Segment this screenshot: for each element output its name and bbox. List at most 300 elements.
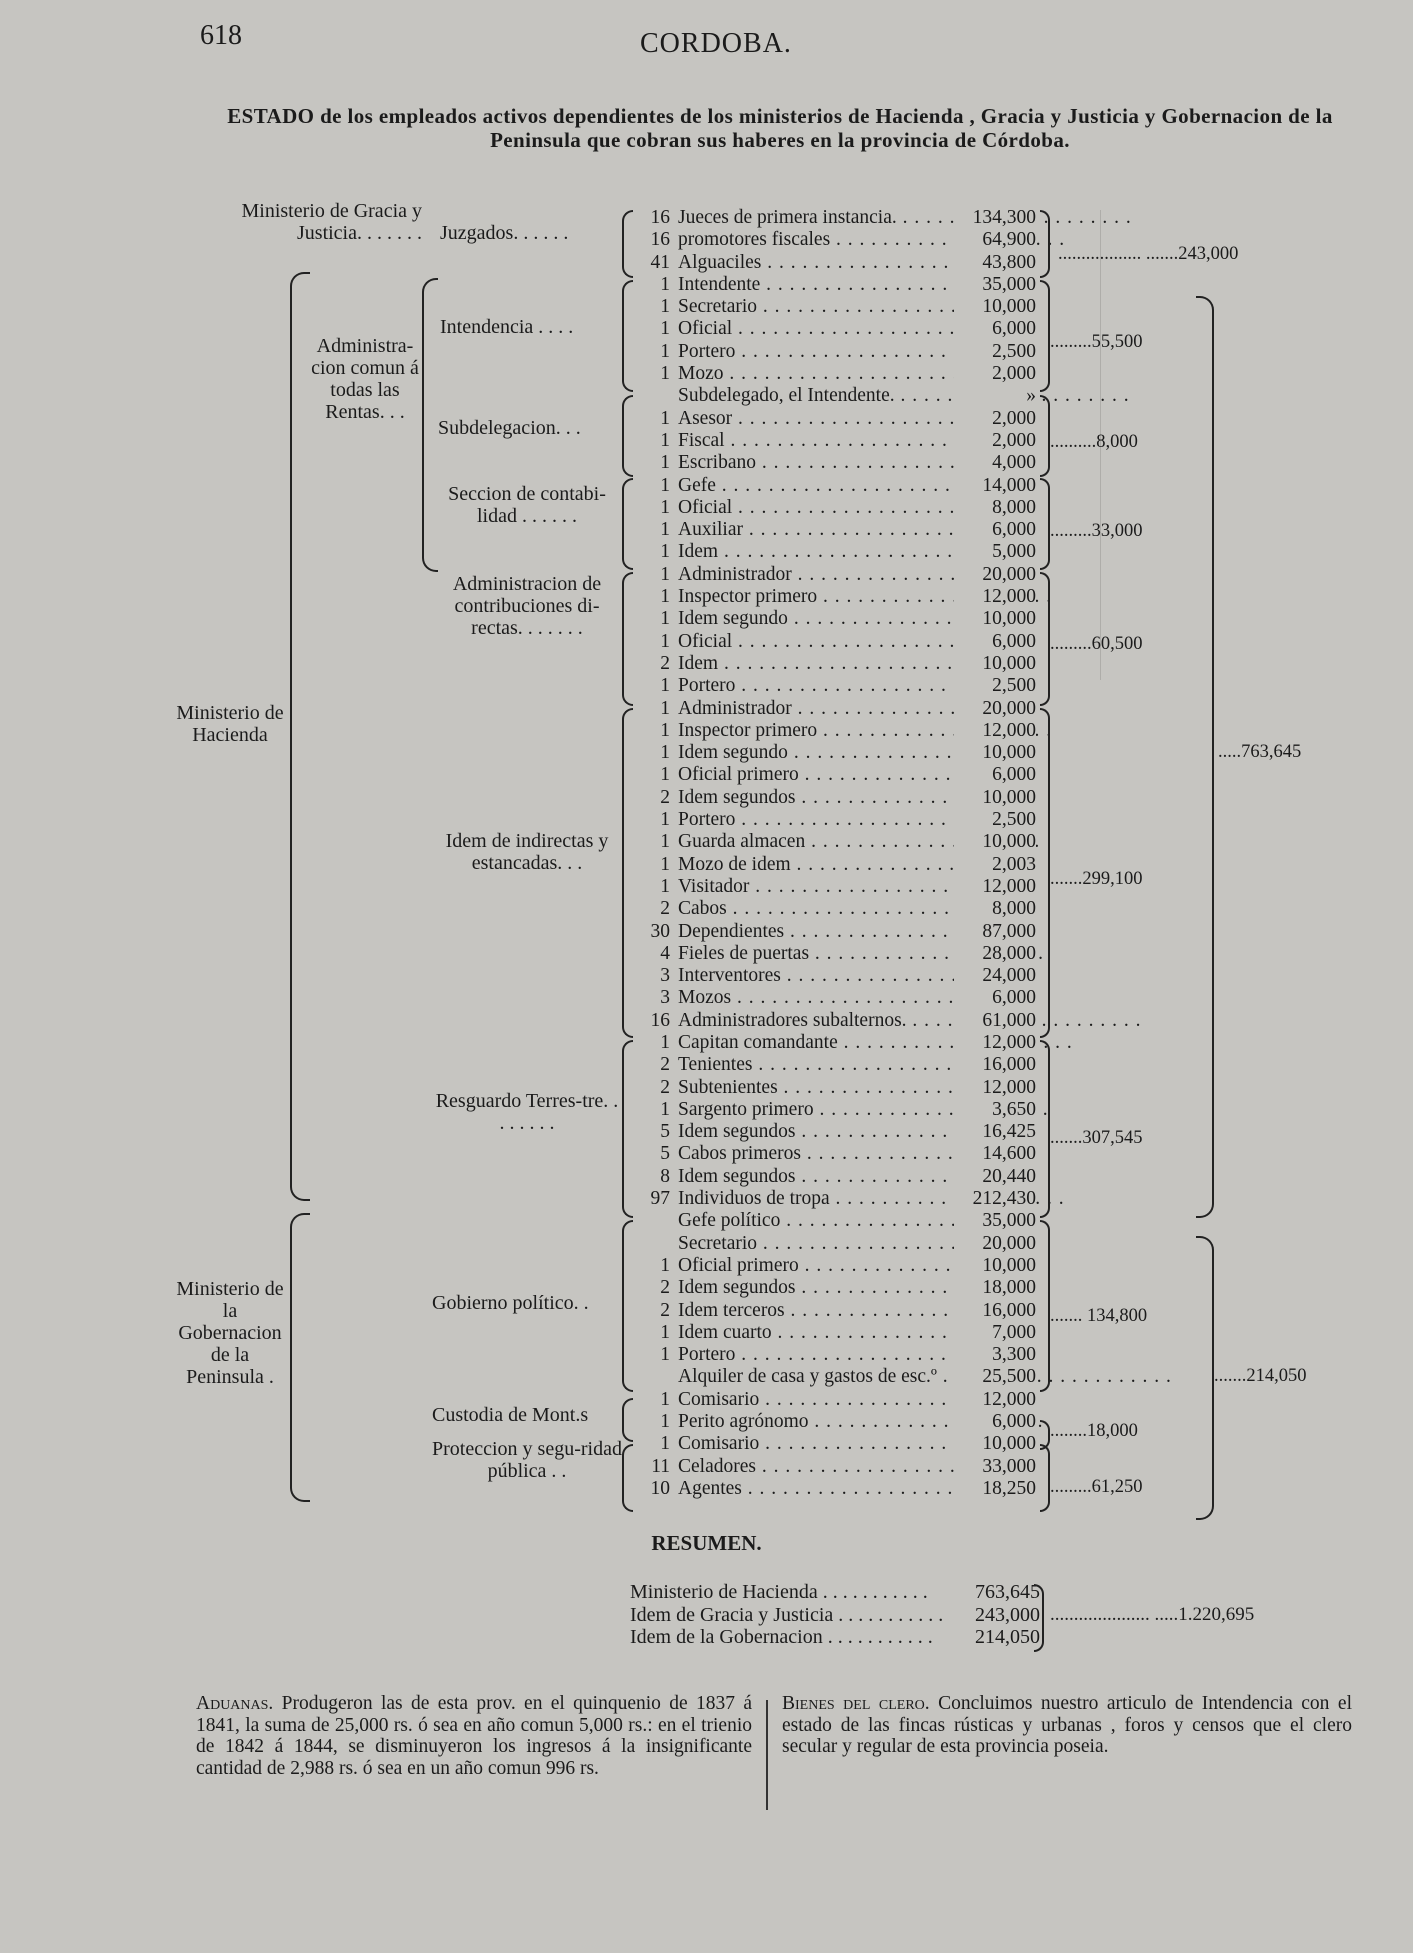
- entry-name: Idem segundos . . .: [678, 1277, 1031, 1299]
- entry-count: 2: [660, 1277, 670, 1299]
- entry-name: Idem segundo . . .: [678, 742, 1023, 764]
- section-juzgados: Juzgados. . . . . .: [440, 222, 569, 244]
- entry-row: [636, 1411, 1036, 1433]
- entry-row: [636, 1010, 1036, 1032]
- entry-name: Sargento primero . . .: [678, 1099, 1049, 1121]
- entry-amount: 2,500: [954, 341, 1036, 363]
- entry-count: 30: [650, 920, 670, 942]
- section-contabilidad: Seccion de contabi-lidad . . . . . .: [448, 483, 606, 527]
- page-number: 618: [200, 20, 242, 51]
- entry-name: Oficial . . .: [678, 497, 967, 519]
- entry-name: Idem cuarto . . .: [678, 1322, 1007, 1344]
- entry-amount: 18,250: [954, 1478, 1036, 1500]
- entry-amount: 3,300: [954, 1344, 1036, 1366]
- entry-name: Administradores subalternos. . . .: [678, 1010, 1142, 1032]
- entry-row: [636, 229, 1036, 251]
- bleed-through-frame: [1100, 210, 1361, 680]
- subtotal-resguardo: .......307,545: [1050, 1128, 1143, 1148]
- entry-row: [636, 787, 1036, 809]
- section-proteccion: Proteccion y segu-ridad pública . .: [432, 1438, 622, 1482]
- entry-count: 2: [660, 1299, 670, 1321]
- entry-amount: »: [954, 385, 1036, 407]
- entry-row: [636, 385, 1036, 407]
- entry-count: 1: [660, 429, 670, 451]
- subtotal-gobierno: ....... 134,800: [1050, 1306, 1148, 1326]
- entry-name: Administrador . . .: [678, 698, 1027, 720]
- resumen-brace: [1034, 1584, 1044, 1652]
- entry-amount: 64,900: [954, 229, 1036, 251]
- entry-row: [636, 1032, 1036, 1054]
- entry-row: [636, 475, 1036, 497]
- entry-count: 16: [650, 207, 670, 228]
- aduanas-text: Produgeron las de esta prov. en el quinquenio de 1837 á 1841, la suma de 25,000 rs. ó sea en año comun 5,000 rs.: en el trienio de 1842 á 1844, se disminuyeron los ingresos á la insignificante cantidad de 2,988 rs. ó sea en un año comun 996 rs.: [196, 1693, 752, 1779]
- entry-name: Portero . . .: [678, 1344, 970, 1366]
- intendencia-brace: [622, 280, 633, 392]
- entry-amount: 2,003: [954, 854, 1036, 876]
- resguardo-total-brace: [1040, 1040, 1050, 1218]
- gobernacion-brace: [290, 1213, 310, 1502]
- resumen-grand-total: ..................... .....1.220,695: [1050, 1604, 1255, 1625]
- entry-row: [636, 698, 1036, 720]
- entry-name: Comisario . . .: [678, 1433, 994, 1455]
- entry-row: [636, 1433, 1036, 1455]
- resumen-row-name: Idem de la Gobernacion . . .: [630, 1626, 933, 1648]
- entry-row: [636, 1366, 1036, 1388]
- entry-name: Oficial . . .: [678, 631, 967, 653]
- entry-count: 41: [650, 251, 670, 273]
- entry-name: Secretario . . .: [678, 1233, 992, 1255]
- entry-name: Subdelegado, el Intendente. . . .: [678, 385, 1130, 407]
- footer-divider: [766, 1700, 768, 1810]
- entry-amount: 61,000: [954, 1010, 1036, 1032]
- section-subdelegacion: Subdelegacion. . .: [438, 417, 581, 439]
- entry-count: 11: [651, 1455, 670, 1477]
- gobierno-total-brace: [1040, 1220, 1050, 1392]
- entry-row: [636, 742, 1036, 764]
- aduanas-heading: Aduanas.: [196, 1693, 274, 1714]
- entry-amount: 87,000: [954, 921, 1036, 943]
- entry-row: [636, 876, 1036, 898]
- entry-count: 1: [660, 809, 670, 831]
- subtotal-juzgados: .................. .......243,000: [1058, 244, 1239, 264]
- entry-amount: 10,000: [954, 296, 1036, 318]
- intendencia-total-brace: [1040, 280, 1050, 392]
- entry-amount: 24,000: [954, 965, 1036, 987]
- entry-row: [636, 854, 1036, 876]
- ministry-gobernacion-label: Ministerio de la Gobernacion de la Peninsula .: [176, 1278, 284, 1388]
- entry-count: 1: [660, 719, 670, 741]
- entry-amount: 6,000: [954, 987, 1036, 1009]
- entry-name: Interventores . . .: [678, 965, 1016, 987]
- entry-amount: 10,000: [954, 831, 1036, 853]
- entry-count: 1: [660, 586, 670, 608]
- entry-row: [636, 497, 1036, 519]
- entry-count: 1: [660, 742, 670, 764]
- entry-name: Perito agrónomo . . .: [678, 1411, 1044, 1433]
- indirectas-brace: [622, 708, 633, 1038]
- entry-name: Guarda almacen . . .: [678, 831, 1040, 853]
- entry-row: [636, 1210, 1036, 1232]
- entry-count: 1: [660, 452, 670, 474]
- subdelegacion-total-brace: [1040, 395, 1050, 477]
- entry-amount: 6,000: [954, 631, 1036, 653]
- entry-row: [636, 363, 1036, 385]
- proteccion-total-brace: [1040, 1444, 1050, 1512]
- entry-amount: 14,600: [954, 1143, 1036, 1165]
- entry-row: [636, 1143, 1036, 1165]
- entry-row: [636, 1188, 1036, 1210]
- entry-amount: 16,000: [954, 1054, 1036, 1076]
- entry-name: Cabos primeros . . .: [678, 1143, 1036, 1165]
- entry-row: [636, 1456, 1036, 1478]
- entry-count: 5: [660, 1143, 670, 1165]
- entry-name: Tenientes . . .: [678, 1054, 987, 1076]
- entry-name: Dependientes . . .: [678, 921, 1019, 943]
- entry-count: 10: [650, 1477, 670, 1499]
- entry-amount: 8,000: [954, 497, 1036, 519]
- contabilidad-total-brace: [1040, 478, 1050, 570]
- juzgados-brace: [622, 210, 633, 278]
- resumen-row: [630, 1604, 1040, 1627]
- entry-amount: 3,650: [954, 1099, 1036, 1121]
- entry-row: [636, 1322, 1036, 1344]
- resumen-title: RESUMEN.: [651, 1531, 762, 1555]
- entry-name: Idem segundos . . .: [678, 1121, 1031, 1143]
- entry-name: Oficial primero . . .: [678, 1255, 1034, 1277]
- entry-count: 1: [660, 340, 670, 362]
- entry-row: [636, 675, 1036, 697]
- entry-name: Celadores . . .: [678, 1456, 991, 1478]
- entry-name: Mozo de idem . . .: [678, 854, 1026, 876]
- hacienda-admin-comun-label: Administra-cion comun á todas las Rentas. . .: [311, 335, 419, 423]
- entry-amount: 12,000: [954, 876, 1036, 898]
- entry-amount: 5,000: [954, 541, 1036, 563]
- entry-name: Alquiler de casa y gastos de esc.º . . .: [678, 1366, 1172, 1388]
- entry-name: Auxiliar . . .: [678, 519, 978, 541]
- admin-comun-brace: [422, 278, 438, 572]
- entry-row: [636, 408, 1036, 430]
- entry-count: 1: [660, 608, 670, 630]
- ministry-hacienda-label: Ministerio de Hacienda: [176, 702, 284, 746]
- entry-row: [636, 1478, 1036, 1500]
- entry-count: 2: [660, 1054, 670, 1076]
- entry-count: 1: [660, 1254, 670, 1276]
- entry-amount: 12,000: [954, 1077, 1036, 1099]
- entry-name: Inspector primero . . .: [678, 720, 1052, 742]
- subtotal-indirectas: .......299,100: [1050, 869, 1143, 889]
- entry-count: 2: [660, 652, 670, 674]
- gobernacion-total-brace: [1196, 1236, 1214, 1520]
- entry-name: Mozos . . .: [678, 987, 966, 1009]
- entry-name: Escribano . . .: [678, 452, 991, 474]
- resumen-row: [630, 1626, 1040, 1649]
- entry-row: [636, 296, 1036, 318]
- entry-count: 3: [660, 987, 670, 1009]
- entry-name: Gefe . . .: [678, 475, 951, 497]
- footer-bienes: [782, 1693, 1352, 1758]
- entry-amount: 6,000: [954, 318, 1036, 340]
- subtotal-intendencia: .........55,500: [1050, 332, 1143, 352]
- bienes-heading: Bienes del clero.: [782, 1693, 930, 1714]
- entry-amount: 2,500: [954, 809, 1036, 831]
- entry-row: [636, 452, 1036, 474]
- entry-row: [636, 341, 1036, 363]
- entry-count: 1: [660, 875, 670, 897]
- entry-count: 1: [660, 675, 670, 697]
- entry-row: [636, 1277, 1036, 1299]
- entry-amount: 12,000: [954, 586, 1036, 608]
- entry-row: [636, 764, 1036, 786]
- entry-row: [636, 274, 1036, 296]
- entry-count: 16: [650, 229, 670, 251]
- entry-count: 3: [660, 965, 670, 987]
- entry-count: 1: [660, 764, 670, 786]
- section-gobierno: Gobierno político. .: [432, 1292, 589, 1314]
- total-hacienda: .....763,645: [1218, 742, 1302, 762]
- entry-name: Mozo . . .: [678, 363, 959, 385]
- total-gobernacion: .......214,050: [1214, 1366, 1307, 1386]
- entry-amount: 33,000: [954, 1456, 1036, 1478]
- entry-amount: 134,300: [954, 207, 1036, 229]
- entry-name: Fiscal . . .: [678, 430, 960, 452]
- directas-total-brace: [1040, 572, 1050, 706]
- entry-count: 16: [650, 1009, 670, 1031]
- entry-amount: 28,000: [954, 943, 1036, 965]
- entry-name: Idem segundos . . .: [678, 787, 1031, 809]
- entry-amount: 2,000: [954, 363, 1036, 385]
- page-header-title: CORDOBA.: [640, 28, 792, 59]
- entry-amount: 10,000: [954, 653, 1036, 675]
- section-custodia: Custodia de Mont.s: [432, 1404, 589, 1426]
- hacienda-total-brace: [1196, 296, 1214, 1218]
- entry-row: [636, 943, 1036, 965]
- entry-amount: 20,000: [954, 698, 1036, 720]
- entry-row: [636, 586, 1036, 608]
- resumen-row-value: 214,050: [971, 1626, 1040, 1649]
- entry-amount: 18,000: [954, 1277, 1036, 1299]
- entry-count: 8: [660, 1165, 670, 1187]
- entry-amount: 14,000: [954, 475, 1036, 497]
- entry-count: 1: [660, 563, 670, 585]
- entry-count: 1: [660, 1388, 670, 1410]
- entry-row: [636, 1300, 1036, 1322]
- entry-count: 1: [660, 296, 670, 318]
- entry-name: Visitador . . .: [678, 876, 984, 898]
- entry-count: 1: [660, 318, 670, 340]
- entry-count: 1: [660, 697, 670, 719]
- entry-count: 1: [660, 1344, 670, 1366]
- entry-count: 1: [660, 273, 670, 295]
- entry-amount: 12,000: [954, 720, 1036, 742]
- entry-count: 1: [660, 474, 670, 496]
- entry-count: 1: [660, 541, 670, 563]
- entry-count: 1: [660, 831, 670, 853]
- entry-amount: 35,000: [954, 1210, 1036, 1232]
- entry-count: 1: [660, 407, 670, 429]
- entry-count: 97: [650, 1188, 670, 1210]
- entry-count: 1: [660, 630, 670, 652]
- table-title: ESTADO de los empleados activos dependientes de los ministerios de Hacienda , Gracia y Justicia y Gobernacion de la Peninsula que cobran sus haberes en la provincia de Córdoba.: [227, 104, 1333, 152]
- entry-name: Jueces de primera instancia. . . .: [678, 207, 1132, 229]
- custodia-brace: [622, 1398, 633, 1442]
- entry-amount: 6,000: [954, 519, 1036, 541]
- entry-amount: 10,000: [954, 787, 1036, 809]
- entry-count: 1: [660, 1031, 670, 1053]
- entry-row: [636, 519, 1036, 541]
- subtotal-directas: .........60,500: [1050, 634, 1143, 654]
- entry-name: Subtenientes . . .: [678, 1077, 1013, 1099]
- bienes-text: Concluimos nuestro articulo de Intendencia con el estado de las fincas rústicas y urbanas , foros y censos que el clero secular y regular de esta provincia poseia.: [782, 1693, 1352, 1757]
- entry-name: Portero . . .: [678, 809, 970, 831]
- entry-row: [636, 831, 1036, 853]
- entry-amount: 25,500: [954, 1366, 1036, 1388]
- entry-amount: 212,430: [954, 1188, 1036, 1210]
- entry-amount: 2,000: [954, 430, 1036, 452]
- entry-count: 2: [660, 898, 670, 920]
- entry-name: Asesor . . .: [678, 408, 967, 430]
- entry-row: [636, 987, 1036, 1009]
- entry-row: [636, 1166, 1036, 1188]
- entry-count: 2: [660, 1076, 670, 1098]
- entry-name: Agentes . . .: [678, 1478, 977, 1500]
- juzgados-total-brace: [1040, 210, 1050, 278]
- entry-amount: 35,000: [954, 274, 1036, 296]
- entry-amount: 6,000: [954, 764, 1036, 786]
- entry-name: Portero . . .: [678, 675, 970, 697]
- entry-count: 1: [660, 496, 670, 518]
- entry-row: [636, 1255, 1036, 1277]
- entry-name: Alguaciles . . .: [678, 252, 996, 274]
- entry-amount: 12,000: [954, 1032, 1036, 1054]
- resumen-list: [630, 1581, 1040, 1649]
- entry-row: [636, 965, 1036, 987]
- entry-amount: 10,000: [954, 742, 1036, 764]
- section-indirectas: Idem de indirectas y estancadas. . .: [445, 830, 609, 874]
- entry-row: [636, 564, 1036, 586]
- entry-row: [636, 541, 1036, 563]
- entry-row: [636, 1054, 1036, 1076]
- subtotal-custodia: ........18,000: [1050, 1421, 1138, 1441]
- entry-name: Individuos de tropa . . .: [678, 1188, 1065, 1210]
- entry-name: Intendente . . .: [678, 274, 995, 296]
- contabilidad-brace: [622, 478, 633, 570]
- entry-amount: 16,425: [954, 1121, 1036, 1143]
- ministry-gracia-label: Ministerio de Gracia y Justicia. . . . . . .: [241, 200, 422, 244]
- entry-row: [636, 1344, 1036, 1366]
- entry-name: Gefe político . . .: [678, 1210, 1015, 1232]
- entry-row: [636, 1121, 1036, 1143]
- section-intendencia: Intendencia . . . .: [440, 316, 574, 338]
- entry-name: Cabos . . .: [678, 898, 962, 920]
- gobierno-brace: [622, 1220, 633, 1392]
- entry-row: [636, 631, 1036, 653]
- entry-count: 5: [660, 1121, 670, 1143]
- resumen-row: [630, 1581, 1040, 1604]
- entry-count: 1: [660, 519, 670, 541]
- proteccion-brace: [622, 1444, 633, 1512]
- entry-count: 1: [660, 363, 670, 385]
- resumen-row-value: 763,645: [971, 1581, 1040, 1604]
- entry-row: [636, 898, 1036, 920]
- footer-aduanas: [196, 1693, 752, 1779]
- subtotal-contabilidad: .........33,000: [1050, 521, 1143, 541]
- entry-count: 1: [660, 1411, 670, 1433]
- entry-row: [636, 653, 1036, 675]
- entry-name: Oficial primero . . .: [678, 764, 1034, 786]
- entry-row: [636, 608, 1036, 630]
- resumen-row-name: Idem de Gracia y Justicia . . .: [630, 1604, 943, 1626]
- entry-amount: 20,000: [954, 564, 1036, 586]
- entry-amount: 7,000: [954, 1322, 1036, 1344]
- entry-amount: 8,000: [954, 898, 1036, 920]
- entry-count: 1: [660, 1098, 670, 1120]
- section-resguardo: Resguardo Terres-tre. . . . . . . .: [435, 1090, 619, 1134]
- entry-name: Portero . . .: [678, 341, 970, 363]
- resumen-row-value: 243,000: [971, 1604, 1040, 1627]
- entry-row: [636, 207, 1036, 229]
- entry-row: [636, 1099, 1036, 1121]
- entry-count: 2: [660, 786, 670, 808]
- entry-row: [636, 430, 1036, 452]
- entry-name: Fieles de puertas . . .: [678, 943, 1044, 965]
- entry-name: Administrador . . .: [678, 564, 1027, 586]
- entry-name: Oficial . . .: [678, 318, 967, 340]
- entry-count: 1: [660, 853, 670, 875]
- entry-row: [636, 1389, 1036, 1411]
- entry-row: [636, 921, 1036, 943]
- entry-row: [636, 1233, 1036, 1255]
- entry-name: Idem segundos . . .: [678, 1166, 1031, 1188]
- entry-amount: 2,500: [954, 675, 1036, 697]
- entry-row: [636, 318, 1036, 340]
- entry-amount: 10,000: [954, 1433, 1036, 1455]
- entry-row: [636, 809, 1036, 831]
- subtotal-subdelegacion: ..........8,000: [1050, 432, 1138, 452]
- entry-amount: 12,000: [954, 1389, 1036, 1411]
- subdelegacion-brace: [622, 395, 633, 477]
- entry-count: 1: [660, 1321, 670, 1343]
- entry-name: Secretario . . .: [678, 296, 992, 318]
- resguardo-brace: [622, 1040, 633, 1218]
- entry-count: 1: [660, 1433, 670, 1455]
- entry-name: Inspector primero . . .: [678, 586, 1052, 608]
- entry-amount: 16,000: [954, 1300, 1036, 1322]
- hacienda-brace: [290, 272, 310, 1201]
- entry-amount: 4,000: [954, 452, 1036, 474]
- entry-row: [636, 1077, 1036, 1099]
- entry-amount: 20,440: [954, 1166, 1036, 1188]
- entry-name: Idem segundo . . .: [678, 608, 1023, 630]
- entry-amount: 43,800: [954, 252, 1036, 274]
- entry-name: Idem . . .: [678, 541, 953, 563]
- resumen-row-name: Ministerio de Hacienda . . .: [630, 1581, 928, 1603]
- entries-list: [636, 207, 1036, 1500]
- entry-name: Capitan comandante . . .: [678, 1032, 1073, 1054]
- indirectas-total-brace: [1040, 708, 1050, 1038]
- entry-amount: 10,000: [954, 1255, 1036, 1277]
- section-directas: Administracion de contribuciones di-rectas. . . . . . .: [452, 573, 602, 639]
- entry-name: Idem terceros . . .: [678, 1300, 1020, 1322]
- directas-brace: [622, 572, 633, 706]
- entry-row: [636, 720, 1036, 742]
- entry-amount: 6,000: [954, 1411, 1036, 1433]
- entry-amount: 10,000: [954, 608, 1036, 630]
- entry-count: 4: [660, 942, 670, 964]
- entry-name: Idem . . .: [678, 653, 953, 675]
- entry-name: promotores fiscales . . .: [678, 229, 1065, 251]
- entry-name: Comisario . . .: [678, 1389, 994, 1411]
- entry-amount: 20,000: [954, 1233, 1036, 1255]
